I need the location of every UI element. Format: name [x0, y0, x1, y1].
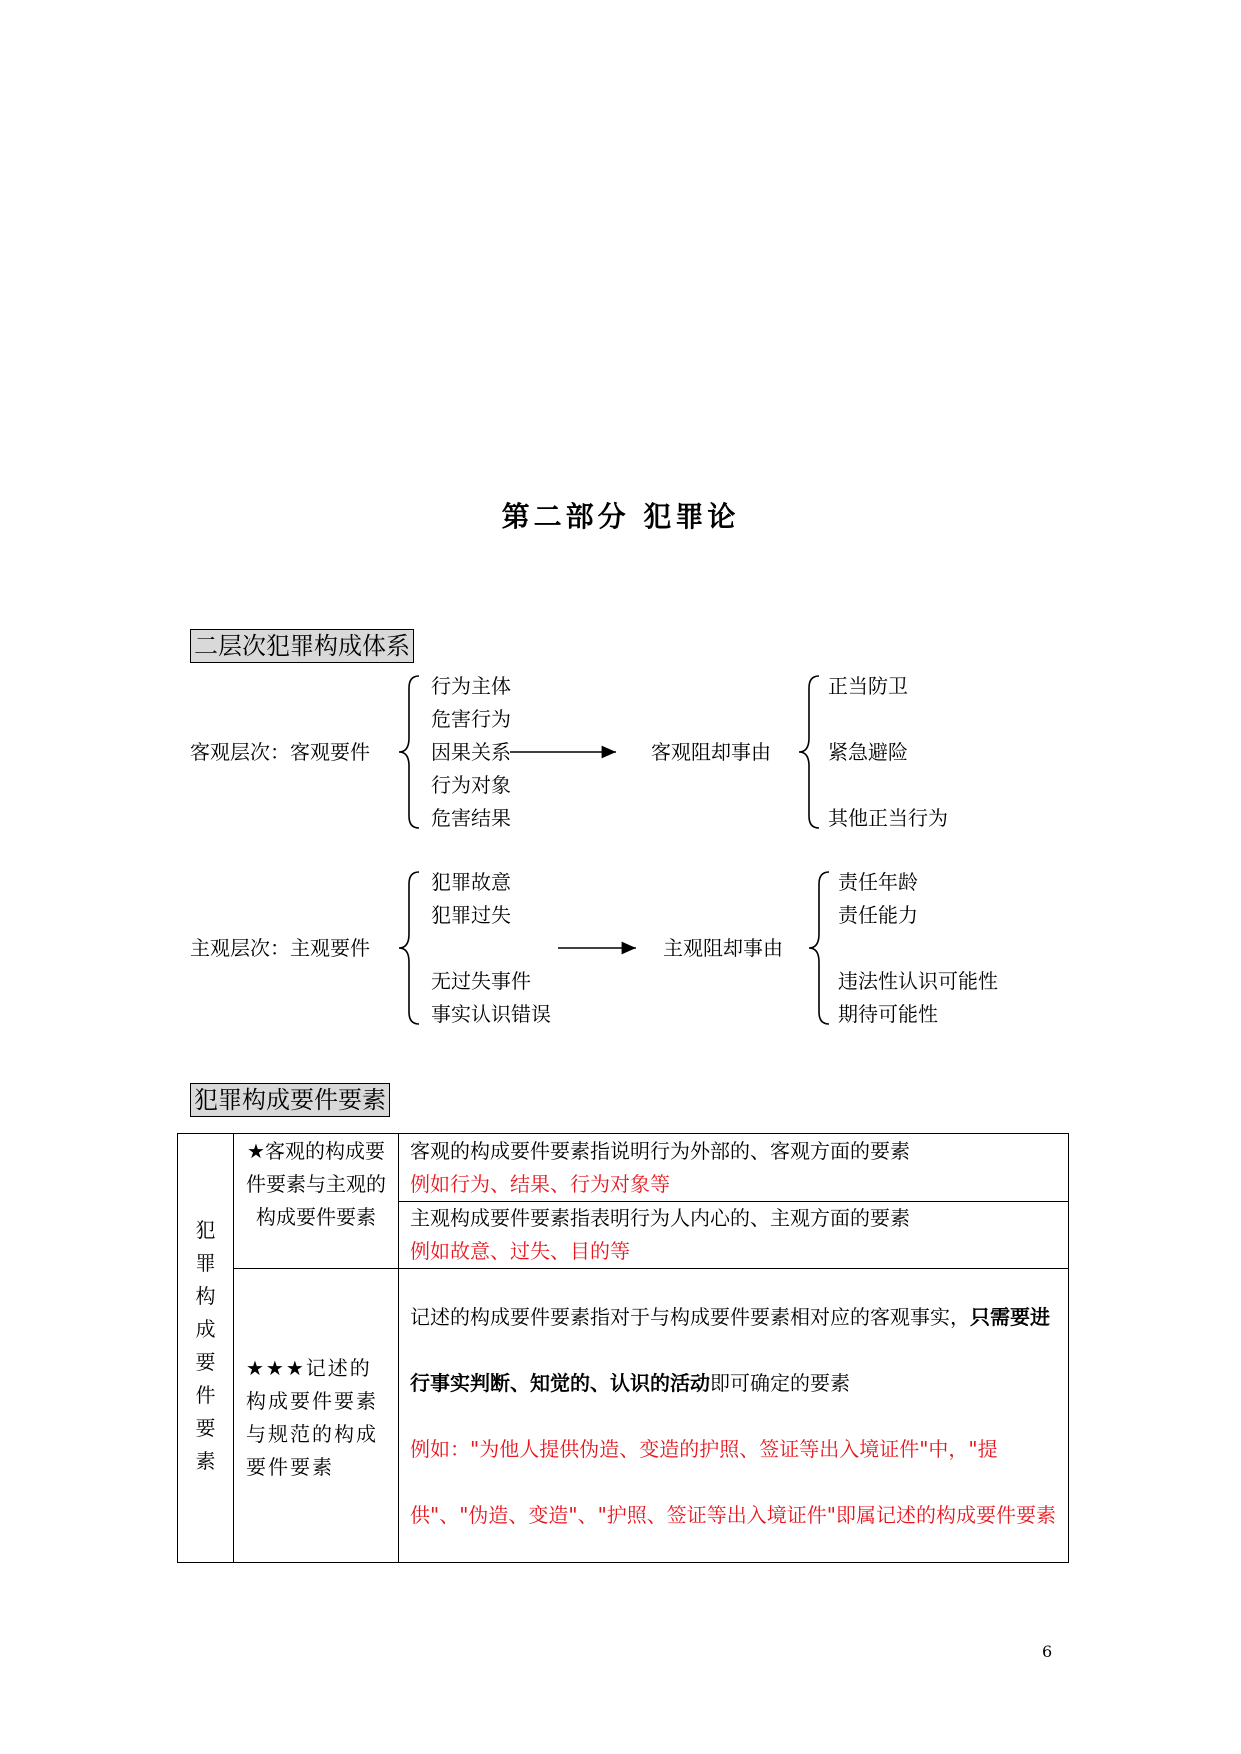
descriptive-element-definition: 记述的构成要件要素指对于与构成要件要素相对应的客观事实，只需要进行事实判断、知觉的、认识的活动即可确定的要素 [410, 1305, 1050, 1395]
descriptive-element-example: 例如："为他人提供伪造、变造的护照、签证等出入境证件"中，"提供"、"伪造、变造"、"护照、签证等出入境证件"即属记述的构成要件要素 [410, 1437, 1056, 1527]
brace-objective-results [799, 676, 819, 828]
subjective-defense-label: 主观阻却事由 [663, 936, 783, 960]
subjective-result: 责任年龄 [838, 870, 918, 894]
subjective-item: 事实认识错误 [431, 1002, 551, 1026]
brace-objective-items [399, 676, 419, 828]
subjective-element-definition: 主观构成要件要素指表明行为人内心的、主观方面的要素 [410, 1206, 910, 1230]
objective-element-definition: 客观的构成要件要素指说明行为外部的、客观方面的要素 [410, 1139, 910, 1163]
elements-table [177, 1133, 1069, 1563]
subjective-item: 犯罪故意 [431, 870, 511, 894]
group1-label: ★客观的构成要件要素与主观的构成要件要素 [246, 1139, 386, 1229]
objective-item: 危害行为 [431, 707, 511, 731]
objective-item: 行为对象 [431, 773, 511, 797]
page-number: 6 [1042, 1642, 1053, 1661]
objective-result: 紧急避险 [828, 740, 908, 764]
objective-result: 正当防卫 [828, 674, 908, 698]
page-title: 第二部分 犯罪论 [501, 500, 740, 533]
subjective-item: 犯罪过失 [431, 903, 511, 927]
table-row-header: 犯罪构成要件要素 [195, 1218, 216, 1473]
section-heading-elements: 犯罪构成要件要素 [190, 1083, 390, 1117]
group2-label: ★★★记述的构成要件要素与规范的构成要件要素 [246, 1356, 378, 1479]
objective-layer-label: 客观层次：客观要件 [190, 740, 370, 764]
subjective-item: 无过失事件 [431, 969, 531, 993]
subjective-result: 责任能力 [838, 903, 918, 927]
section-heading-system: 二层次犯罪构成体系 [190, 629, 414, 663]
objective-defense-label: 客观阻却事由 [651, 740, 771, 764]
objective-item: 因果关系 [431, 740, 511, 764]
brace-subjective-results [809, 872, 829, 1024]
subjective-result: 期待可能性 [838, 1002, 938, 1026]
objective-result: 其他正当行为 [828, 806, 948, 830]
objective-item: 行为主体 [431, 674, 511, 698]
emphasis-text: 只需要进行事实判断、知觉的、认识的活动 [410, 1305, 1050, 1395]
subjective-element-example: 例如故意、过失、目的等 [410, 1239, 630, 1263]
objective-element-example: 例如行为、结果、行为对象等 [410, 1172, 670, 1196]
brace-subjective-items [399, 872, 419, 1024]
subjective-result: 违法性认识可能性 [838, 969, 998, 993]
objective-item: 危害结果 [431, 806, 511, 830]
subjective-layer-label: 主观层次：主观要件 [190, 936, 370, 960]
